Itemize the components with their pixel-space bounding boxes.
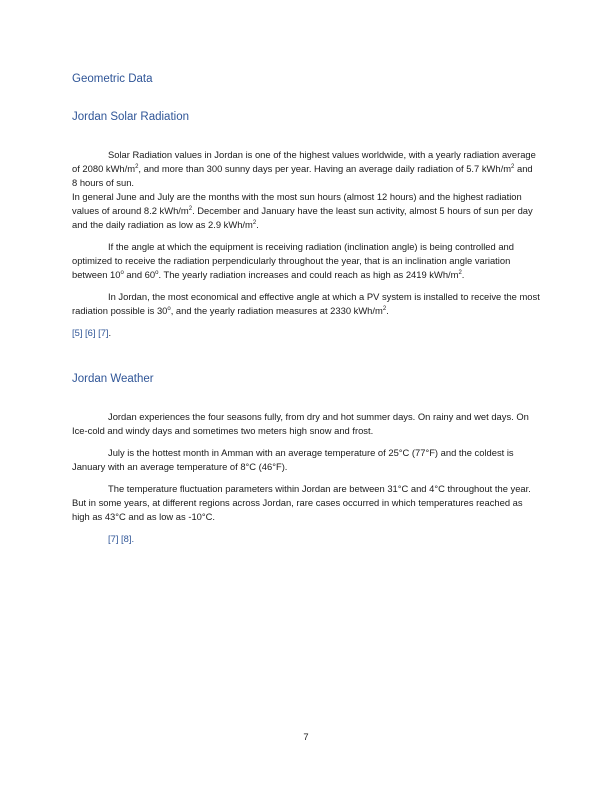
solar-p3-text-c: . The yearly radiation increases and could reach as high as 2419 kWh/m [158, 269, 459, 280]
solar-p2-text-c: . [256, 219, 259, 230]
solar-paragraph-3 [72, 240, 540, 282]
page-content [72, 72, 540, 546]
page-number: 7 [303, 731, 309, 742]
solar-p2-text-a: In general June and July are the months with the most sun hours (almost 12 hours) and the highest radiation values of around 8.2 kWh/m [72, 191, 522, 216]
solar-p4-text-b: , and the yearly radiation measures at 2330 kWh/m [170, 305, 383, 316]
solar-p4-sup-2: 2 [382, 305, 387, 312]
solar-p3-sup-2: o [155, 269, 159, 276]
solar-p1-sup-2: 2 [511, 163, 515, 170]
solar-references-period: . [108, 327, 112, 338]
solar-p2-sup-1: 2 [188, 205, 193, 212]
heading-geometric-data: Geometric Data [72, 73, 153, 85]
weather-reference-link-8[interactable]: [8] [121, 533, 132, 544]
solar-p3-sup-1: o [120, 269, 124, 276]
heading-jordan-solar-radiation: Jordan Solar Radiation [72, 111, 189, 123]
solar-references [72, 326, 540, 340]
heading-jordan-weather: Jordan Weather [72, 373, 154, 385]
weather-references [72, 532, 540, 546]
solar-p3-sup-3: 2 [458, 269, 462, 276]
weather-paragraph-1: Jordan experiences the four seasons fully, from dry and hot summer days. On rainy and wet days. On Ice-cold and windy days and sometimes two meters high snow and frost. [72, 411, 529, 436]
solar-p2-sup-2: 2 [252, 219, 257, 226]
solar-p4-sup-1: o [167, 305, 171, 312]
solar-p1-text-b: , and more than 300 sunny days per year. Having an average daily radiation of 5.7 kWh/m [138, 163, 512, 174]
solar-p2-text-b: . December and January have the least sun activity, almost 5 hours of sun per day and the daily radiation as low as 2.9 kWh/m [72, 205, 533, 230]
solar-p1-text-a: Solar Radiation values in Jordan is one of the highest values worldwide, with a yearly radiation average of 2080 kWh/m [72, 149, 536, 174]
solar-p1-sup-1: 2 [135, 163, 139, 170]
solar-p4-text-a: In Jordan, the most economical and effective angle at which a PV system is installed to receive the most radiation possible is 30 [72, 291, 540, 316]
solar-p3-text-a: If the angle at which the equipment is receiving radiation (inclination angle) is being controlled and optimized to receive the radiation perpendicularly throughout the year, that is an inclination angle variation between 10 [72, 241, 514, 280]
weather-paragraph-3: The temperature fluctuation parameters within Jordan are between 31°C and 4°C throughout the year. But in some years, at different regions across Jordan, rare cases occurred in which temperatures reached as high as 43°C and as low as -10°C. [72, 483, 531, 522]
solar-p3-text-b: and 60 [123, 269, 156, 280]
weather-paragraph-2: July is the hottest month in Amman with an average temperature of 25°C (77°F) and the coldest is January with an average temperature of 8°C (46°F). [72, 447, 514, 472]
weather-reference-link-7[interactable]: [7] [108, 533, 119, 544]
solar-p3-text-d: . [461, 269, 465, 280]
solar-p1-text-c: and 8 hours of sun. [72, 163, 533, 188]
weather-references-period: . [131, 533, 135, 544]
solar-paragraph-4 [72, 290, 540, 318]
reference-link-7[interactable]: [7] [98, 327, 109, 338]
reference-link-5[interactable]: [5] [72, 327, 83, 338]
solar-p4-text-c: . [386, 305, 389, 316]
reference-link-6[interactable]: [6] [85, 327, 96, 338]
solar-paragraph-2 [72, 190, 540, 232]
solar-paragraph-1 [72, 148, 540, 190]
